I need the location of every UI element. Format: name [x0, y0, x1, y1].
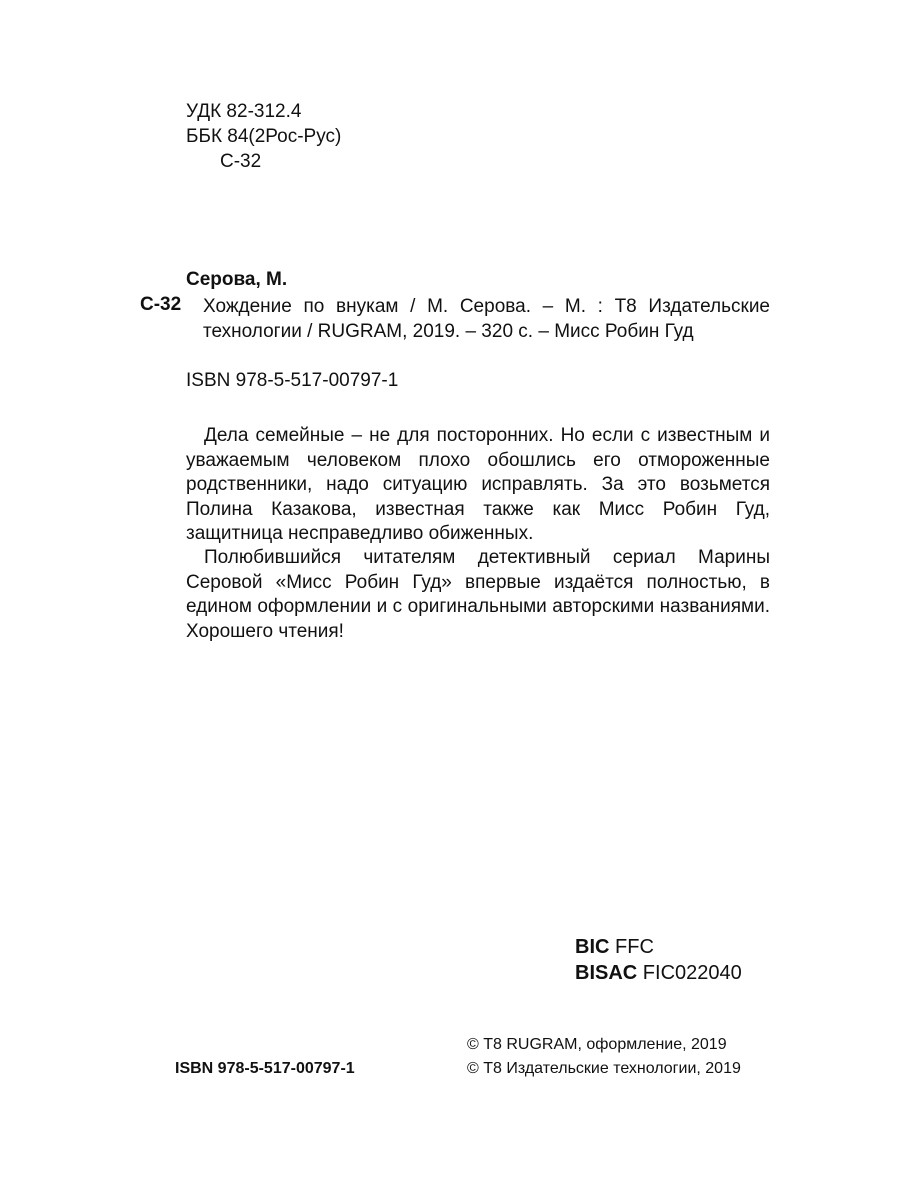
- footer-isbn: ISBN 978-5-517-00797-1: [175, 1060, 355, 1077]
- bibliographic-mark: С-32: [140, 294, 182, 315]
- bisac-label: BISAC: [575, 962, 638, 984]
- udk-code: УДК 82-312.4: [186, 101, 302, 122]
- bic-code: [575, 935, 654, 959]
- bic-label: BIC: [575, 936, 610, 958]
- description-line-1: Хождение по внукам / М. Серова. – М. : Т8 Издательские: [203, 296, 770, 317]
- author-name: Серова, М.: [186, 269, 288, 290]
- copyright-publisher: © Т8 Издательские технологии, 2019: [467, 1060, 741, 1077]
- bic-value: FFC: [609, 936, 654, 958]
- annotation-paragraph-1: Дела семейные – не для посторонних. Но если с известным и уважаемым человеком плохо обошлись его отмороженные родственники, надо ситуацию исправлять. За это возьмется Полина Казакова, известная также как Мисс Робин Гуд, защитница несправедливо обиженных.: [186, 425, 770, 544]
- bisac-code: [575, 961, 742, 985]
- isbn-record: ISBN 978-5-517-00797-1: [186, 370, 399, 391]
- copyright-design: © Т8 RUGRAM, оформление, 2019: [467, 1036, 727, 1053]
- author-mark: С-32: [220, 151, 262, 172]
- annotation-paragraph-2: Полюбившийся читателям детективный сериал Марины Серовой «Мисс Робин Гуд» впервые издаётся полностью, в едином оформлении и с оригинальными авторскими названиями. Хорошего чтения!: [186, 547, 770, 642]
- bbk-code: ББК 84(2Рос-Рус): [186, 126, 342, 147]
- bisac-value: FIC022040: [637, 962, 742, 984]
- description-line-2: технологии / RUGRAM, 2019. – 320 с. – Мисс Робин Гуд: [203, 321, 694, 342]
